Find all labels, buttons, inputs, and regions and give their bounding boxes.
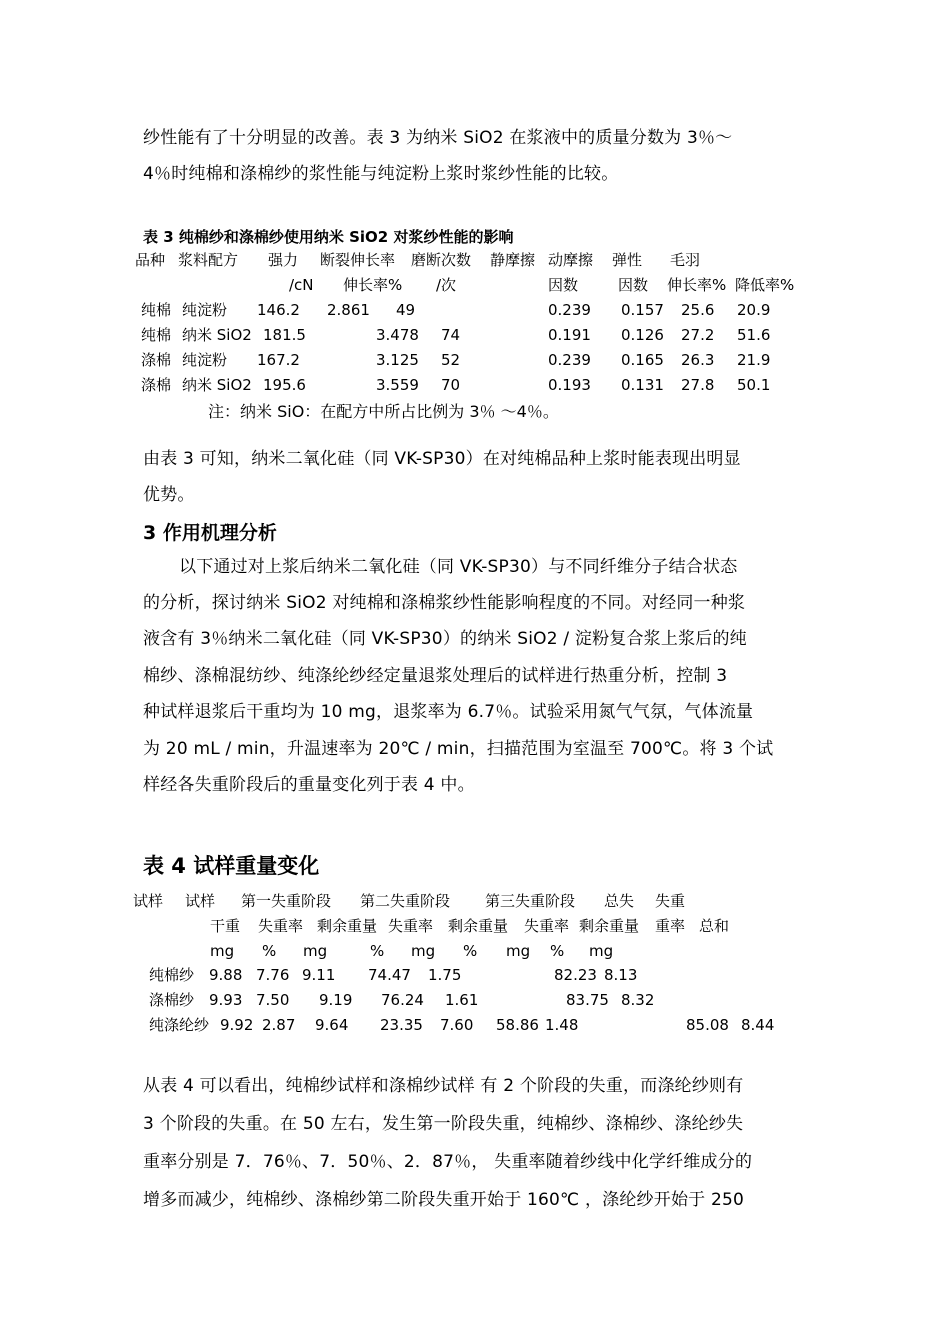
table4-header: 失重率 [388, 917, 434, 935]
table3-header: 因数 [618, 276, 649, 294]
table3-cell: 20.9 [737, 301, 771, 319]
table3-cell: 0.131 [621, 376, 664, 394]
paragraph-line: 由表 3 可知，纳米二氧化硅（同 VK-SP30）在对纯棉品种上浆时能表现出明显 [143, 449, 741, 469]
table4-header: 总和 [699, 917, 730, 935]
table4-header: mg [210, 942, 235, 960]
table3-header: 浆料配方 [178, 251, 239, 269]
paragraph-line: 3 个阶段的失重。在 50 左右，发生第一阶段失重，纯棉纱、涤棉纱、涤纶纱失 [143, 1114, 744, 1134]
table3-header: 断裂伸长率 [320, 251, 396, 269]
table3-cell: 3.125 [376, 351, 419, 369]
table4-cell: 83.75 [566, 991, 609, 1009]
table4-cell: 74.47 [368, 966, 411, 984]
table4-header: 失重率 [524, 917, 570, 935]
table3-header: /cN [289, 276, 314, 294]
table4-cell: 8.32 [621, 991, 655, 1009]
table3-cell: 195.6 [263, 376, 306, 394]
table4-header: % [550, 942, 565, 960]
table4-cell: 1.75 [428, 966, 462, 984]
table4-cell: 8.13 [604, 966, 638, 984]
table4-cell: 7.50 [256, 991, 290, 1009]
table4-cell: 9.19 [319, 991, 353, 1009]
table3-cell: 0.239 [548, 301, 591, 319]
table3-cell: 70 [441, 376, 461, 394]
table3-header: 毛羽 [670, 251, 701, 269]
table3-cell: 0.126 [621, 326, 664, 344]
table3-cell: 146.2 [257, 301, 300, 319]
table3-cell: 74 [441, 326, 461, 344]
table3-cell: 52 [441, 351, 461, 369]
table4-cell: 涤棉纱 [149, 991, 195, 1009]
table4-cell: 85.08 [686, 1016, 729, 1034]
table3-cell: 纳米 SiO2 [182, 376, 252, 394]
table4-header: mg [303, 942, 328, 960]
table4-header: 第三失重阶段 [485, 892, 576, 910]
paragraph-line: 纱性能有了十分明显的改善。表 3 为纳米 SiO2 在浆液中的质量分数为 3％～ [143, 128, 733, 148]
table4-header: mg [506, 942, 531, 960]
table3-cell: 纯淀粉 [182, 351, 228, 369]
table3-header: 降低率% [735, 276, 795, 294]
table4-header: 重率 [655, 917, 686, 935]
table4-header: 总失 [604, 892, 635, 910]
table3-cell: 27.8 [681, 376, 715, 394]
table3-cell: 2.861 [327, 301, 370, 319]
table4-cell: 9.11 [302, 966, 336, 984]
table4-header: mg [411, 942, 436, 960]
table3-cell: 纳米 SiO2 [182, 326, 252, 344]
table4-header: 剩余重量 [317, 917, 378, 935]
table4-cell: 9.93 [209, 991, 243, 1009]
table4-caption: 表 4 试样重量变化 [143, 854, 320, 878]
table4-header: 试样 [185, 892, 216, 910]
table3-cell: 涤棉 [141, 351, 172, 369]
table3-cell: 0.165 [621, 351, 664, 369]
table4-header: 第一失重阶段 [241, 892, 332, 910]
table3-cell: 0.157 [621, 301, 664, 319]
paragraph-line: 重率分别是 7．76％、7．50％、2．87％， 失重率随着纱线中化学纤维成分的 [143, 1152, 753, 1172]
table4-cell: 1.48 [545, 1016, 579, 1034]
paragraph-line: 4％时纯棉和涤棉纱的浆性能与纯淀粉上浆时浆纱性能的比较。 [143, 164, 619, 184]
table4-cell: 9.92 [220, 1016, 254, 1034]
table4-cell: 23.35 [380, 1016, 423, 1034]
table3-caption: 表 3 纯棉纱和涤棉纱使用纳米 SiO2 对浆纱性能的影响 [143, 228, 514, 246]
table4-header: 失重率 [258, 917, 304, 935]
table4-cell: 纯涤纶纱 [149, 1016, 210, 1034]
table4-header: 失重 [655, 892, 686, 910]
table3-cell: 49 [396, 301, 416, 319]
table3-header: 静摩擦 [490, 251, 536, 269]
table4-header: 第二失重阶段 [360, 892, 451, 910]
table3-cell: 50.1 [737, 376, 771, 394]
table4-cell: 9.88 [209, 966, 243, 984]
table4-header: 干重 [210, 917, 241, 935]
table4-header: % [262, 942, 277, 960]
paragraph-line: 液含有 3％纳米二氧化硅（同 VK-SP30）的纳米 SiO2 / 淀粉复合浆上浆后的纯 [143, 629, 747, 649]
table3-cell: 27.2 [681, 326, 715, 344]
table3-cell: 26.3 [681, 351, 715, 369]
table3-header: 强力 [268, 251, 299, 269]
table3-header: 磨断次数 [411, 251, 472, 269]
table3-cell: 167.2 [257, 351, 300, 369]
table4-cell: 2.87 [262, 1016, 296, 1034]
table3-cell: 181.5 [263, 326, 306, 344]
table3-cell: 25.6 [681, 301, 715, 319]
paragraph-line: 种试样退浆后干重均为 10 mg，退浆率为 6.7％。试验采用氮气气氛，气体流量 [143, 702, 754, 722]
table4-cell: 82.23 [554, 966, 597, 984]
table3-header: 品种 [135, 251, 166, 269]
table4-cell: 9.64 [315, 1016, 349, 1034]
paragraph-line: 的分析，探讨纳米 SiO2 对纯棉和涤棉浆纱性能影响程度的不同。对经同一种浆 [143, 593, 746, 613]
table3-cell: 涤棉 [141, 376, 172, 394]
table3-header: 伸长率% [667, 276, 727, 294]
table4-cell: 7.60 [440, 1016, 474, 1034]
table3-cell: 3.559 [376, 376, 419, 394]
paragraph-line: 优势。 [143, 485, 195, 505]
table4-cell: 7.76 [256, 966, 290, 984]
paragraph-line: 样经各失重阶段后的重量变化列于表 4 中。 [143, 775, 475, 795]
paragraph-line: 棉纱、涤棉混纺纱、纯涤纶纱经定量退浆处理后的试样进行热重分析，控制 3 [143, 666, 728, 686]
table4-cell: 58.86 [496, 1016, 539, 1034]
table4-cell: 1.61 [445, 991, 479, 1009]
table4-cell: 纯棉纱 [149, 966, 195, 984]
table3-cell: 3.478 [376, 326, 419, 344]
section-heading: 3 作用机理分析 [143, 522, 277, 544]
table3-cell: 0.193 [548, 376, 591, 394]
table3-header: /次 [436, 276, 457, 294]
table3-header: 弹性 [612, 251, 643, 269]
table4-cell: 8.44 [741, 1016, 775, 1034]
table4-header: % [463, 942, 478, 960]
table4-header: % [370, 942, 385, 960]
table4-header: 试样 [133, 892, 164, 910]
table4-header: 剩余重量 [579, 917, 640, 935]
table3-cell: 0.239 [548, 351, 591, 369]
table3-cell: 纯淀粉 [182, 301, 228, 319]
paragraph-line: 以下通过对上浆后纳米二氧化硅（同 VK-SP30）与不同纤维分子结合状态 [179, 557, 738, 577]
table4-header: 剩余重量 [448, 917, 509, 935]
table4-cell: 76.24 [381, 991, 424, 1009]
table3-cell: 21.9 [737, 351, 771, 369]
table3-cell: 51.6 [737, 326, 771, 344]
table3-header: 因数 [548, 276, 579, 294]
paragraph-line: 增多而减少，纯棉纱、涤棉纱第二阶段失重开始于 160℃ ，涤纶纱开始于 250 [143, 1190, 744, 1210]
table3-header: 伸长率% [343, 276, 403, 294]
paragraph-line: 为 20 mL / min，升温速率为 20℃ / min，扫描范围为室温至 700℃。将 3 个试 [143, 739, 774, 759]
table4-header: mg [589, 942, 614, 960]
table3-cell: 纯棉 [141, 301, 172, 319]
paragraph-line: 从表 4 可以看出，纯棉纱试样和涤棉纱试样 有 2 个阶段的失重，而涤纶纱则有 [143, 1076, 744, 1096]
table3-header: 动摩擦 [548, 251, 594, 269]
table3-cell: 纯棉 [141, 326, 172, 344]
table3-note: 注：纳米 SiO：在配方中所占比例为 3％ ～4％。 [208, 402, 559, 421]
table3-cell: 0.191 [548, 326, 591, 344]
